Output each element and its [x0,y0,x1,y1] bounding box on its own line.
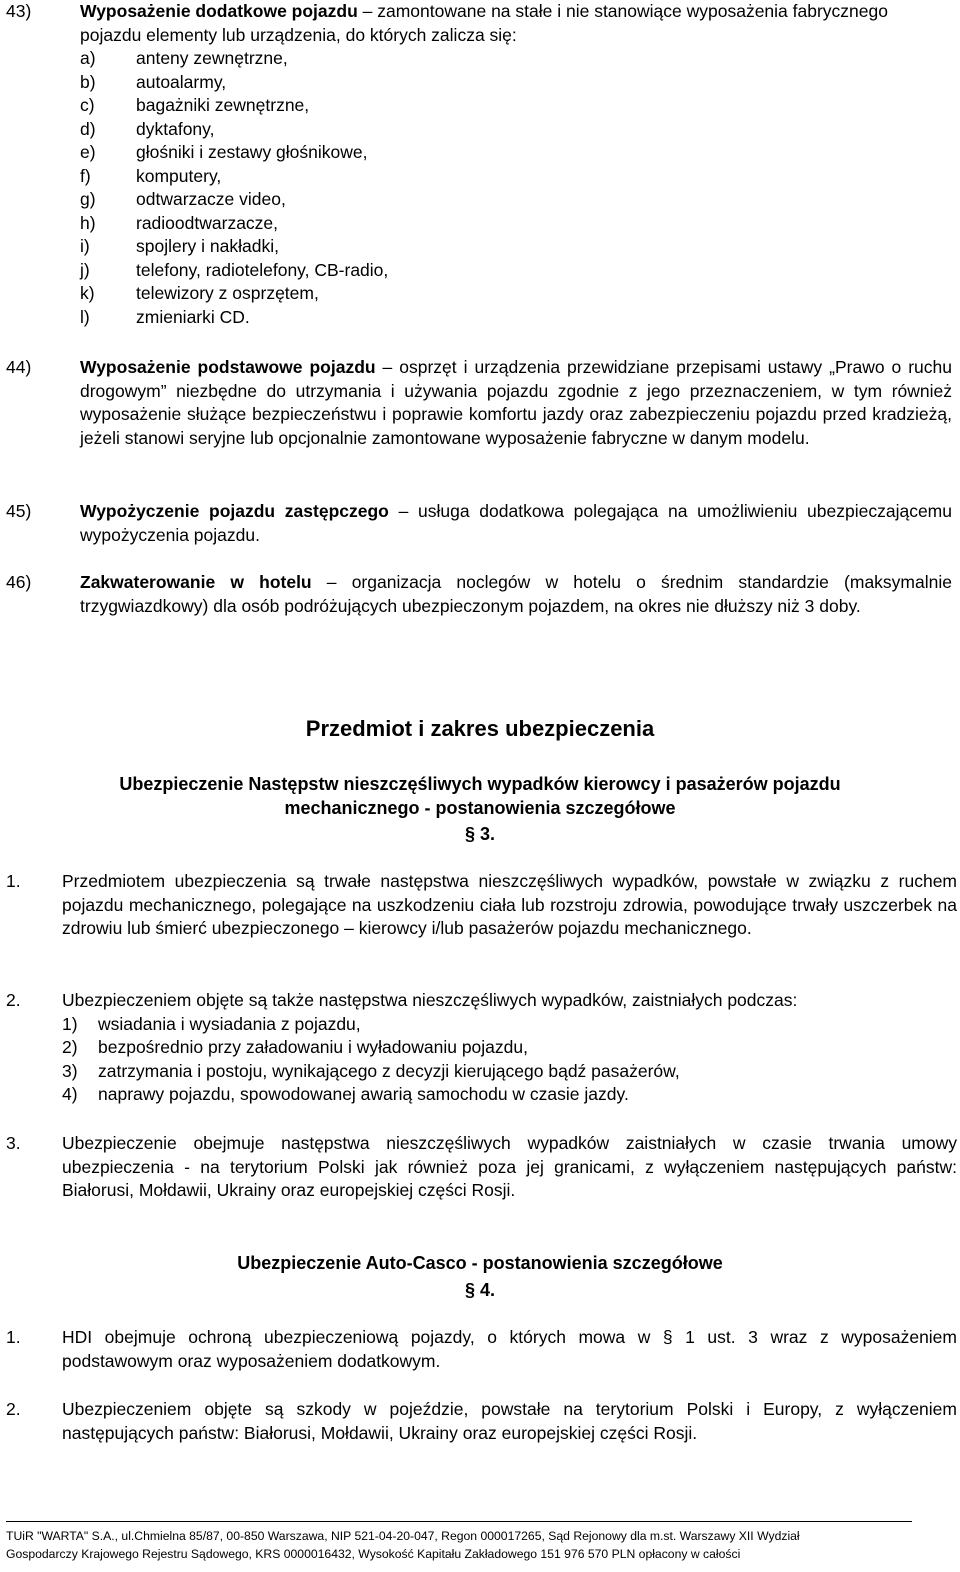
definition-dash: – [375,357,400,377]
nnw-paragraph-2: 2. Ubezpieczeniem objęte są także następstwa nieszczęśliwych wypadków, zaistniałych podczas: 1) wsiadania i wysiadania z pojazdu, 2) bezpośrednio przy załadowaniu i wyładowaniu pojazdu, 3) zatrzymania i postoju, wynikającego z decyzji kierującego bądź pasażerów, 4) naprawy pojazdu, spowodowanej awarią samochodu w czasie jazdy. [6,989,957,1107]
list-item: e) głośniki i zestawy głośnikowe, [80,142,368,162]
list-item: g) odtwarzacze video, [80,189,286,209]
definition-text: osprzęt i urządzenia przewidziane przepisami ustawy „Prawo o ruchu drogowym” niezbędne do utrzymania i używania pojazdu zgodnie z jego przeznaczeniem, w tym również wyposażenie służące bezpieczeństwu i poprawie komfortu jazdy oraz zabezpieczeniu pojazdu przed kradzieżą, jeżeli stanowi seryjne lub opcjonalnie zamontowane wyposażenie fabryczne w danym modelu. [80,357,953,448]
footer-line-1: TUiR "WARTA" S.A., ul.Chmielna 85/87, 00-850 Warszawa, NIP 521-04-20-047, Regon 000017265, Sąd Rejonowy dla m.st. Warszawy XII Wydział [6,1529,800,1543]
nnw-paragraph-3: 3. Ubezpieczenie obejmuje następstwa nieszczęśliwych wypadków zaistniałych w czasie trwania umowy ubezpieczenia - na terytorium Polski jak również poza jej granicami, z wyłączeniem następujących państw: Białorusi, Mołdawii, Ukrainy oraz europejskiej części Rosji. [6,1133,957,1200]
list-item: 1) wsiadania i wysiadania z pojazdu, [62,1013,361,1034]
paragraph-sign: § 3. [464,824,496,844]
definition-text: organizacja noclegów w hotelu o średnim standardzie (maksymalnie trzygwiazdkowy) dla osób podróżujących ubezpieczonym pojazdem, na okres nie dłuższy niż 3 doby. [80,572,952,616]
definition-term: Wypożyczenie pojazdu zastępczego [80,501,389,521]
definition-term: Wyposażenie dodatkowe pojazdu [80,1,358,21]
definition-dash: – [311,572,352,592]
nnw-paragraph-1: 1. Przedmiotem ubezpieczenia są trwałe następstwa nieszczęśliwych wypadków, powstałe w związku z ruchem pojazdu mechanicznego, polegające na uszkodzeniu ciała lub rozstroju zdrowia, powodujące trwały uszczerbek na zdrowiu lub śmierć ubezpieczonego – kierowcy i/lub pasażerów pojazdu mechanicznego. [6,871,957,938]
definition-dash: – [357,1,378,21]
definition-text: zamontowane na stałe i nie stanowiące wyposażenia fabrycznego pojazdu elementy lub urządzenia, do których zalicza się: [80,1,888,45]
definition-number: 45) [6,501,32,521]
list-item: f) komputery, [80,165,222,186]
list-item: i) spojlery i nakładki, [80,236,279,256]
list-item: 4) naprawy pojazdu, spowodowanej awarią samochodu w czasie jazdy. [62,1084,629,1104]
ac-heading: Ubezpieczenie Auto-Casco - postanowienia szczegółowe § 4. [0,1252,960,1302]
definition-43 [6,0,952,329]
circumstances-list [62,1013,957,1107]
footer [6,1527,956,1563]
list-item: d) dyktafony, [80,118,215,139]
ac-paragraph-1: 1. HDI obejmuje ochroną ubezpieczeniową pojazdy, o których mowa w § 1 ust. 3 wraz z wyposażeniem podstawowym oraz wyposażeniem dodatkowym. [6,1327,957,1371]
list-item: a) anteny zewnętrzne, [80,48,288,68]
list-item: k) telewizory z osprzętem, [80,283,319,303]
list-item: 2) bezpośrednio przy załadowaniu i wyładowaniu pojazdu, [62,1037,528,1057]
paragraph-sign: § 4. [464,1279,496,1300]
list-item: b) autoalarmy, [80,71,227,92]
list-item: j) telefony, radiotelefony, CB-radio, [80,259,389,280]
nnw-heading: Ubezpieczenie Następstw nieszczęśliwych wypadków kierowcy i pasażerów pojazdu mechanicznego - postanowienia szczegółowe § 3. [0,773,960,847]
ac-paragraph-2: 2. Ubezpieczeniem objęte są szkody w pojeździe, powstałe na terytorium Polski i Europy, z wyłączeniem następujących państw: Białorusi, Mołdawii, Ukrainy oraz europejskiej części Rosji. [6,1399,957,1443]
definition-number: 44) [6,357,32,377]
definition-46 [6,571,952,618]
list-item: l) zmieniarki CD. [80,306,250,327]
definition-text: usługa dodatkowa polegająca na umożliwieniu ubezpieczającemu wypożyczenia pojazdu. [80,501,952,545]
definition-dash: – [388,501,419,521]
definition-term: Wyposażenie podstawowe pojazdu [80,357,376,377]
equipment-list [80,47,952,329]
definition-number: 43) [6,1,32,21]
list-item: c) bagażniki zewnętrzne, [80,95,310,115]
list-item: 3) zatrzymania i postoju, wynikającego z decyzji kierującego bądź pasażerów, [62,1060,680,1081]
definition-45 [6,500,952,547]
definition-number: 46) [6,572,32,592]
definition-44 [6,356,952,450]
footer-divider [6,1521,912,1522]
definition-term: Zakwaterowanie w hotelu [80,572,312,592]
list-item: h) radioodtwarzacze, [80,212,279,233]
section-title: Przedmiot i zakres ubezpieczenia [305,716,655,741]
footer-line-2: Gospodarczy Krajowego Rejestru Sądowego, KRS 0000016432, Wysokość Kapitału Zakładowego 151 976 570 PLN opłacony w całości [6,1547,741,1561]
